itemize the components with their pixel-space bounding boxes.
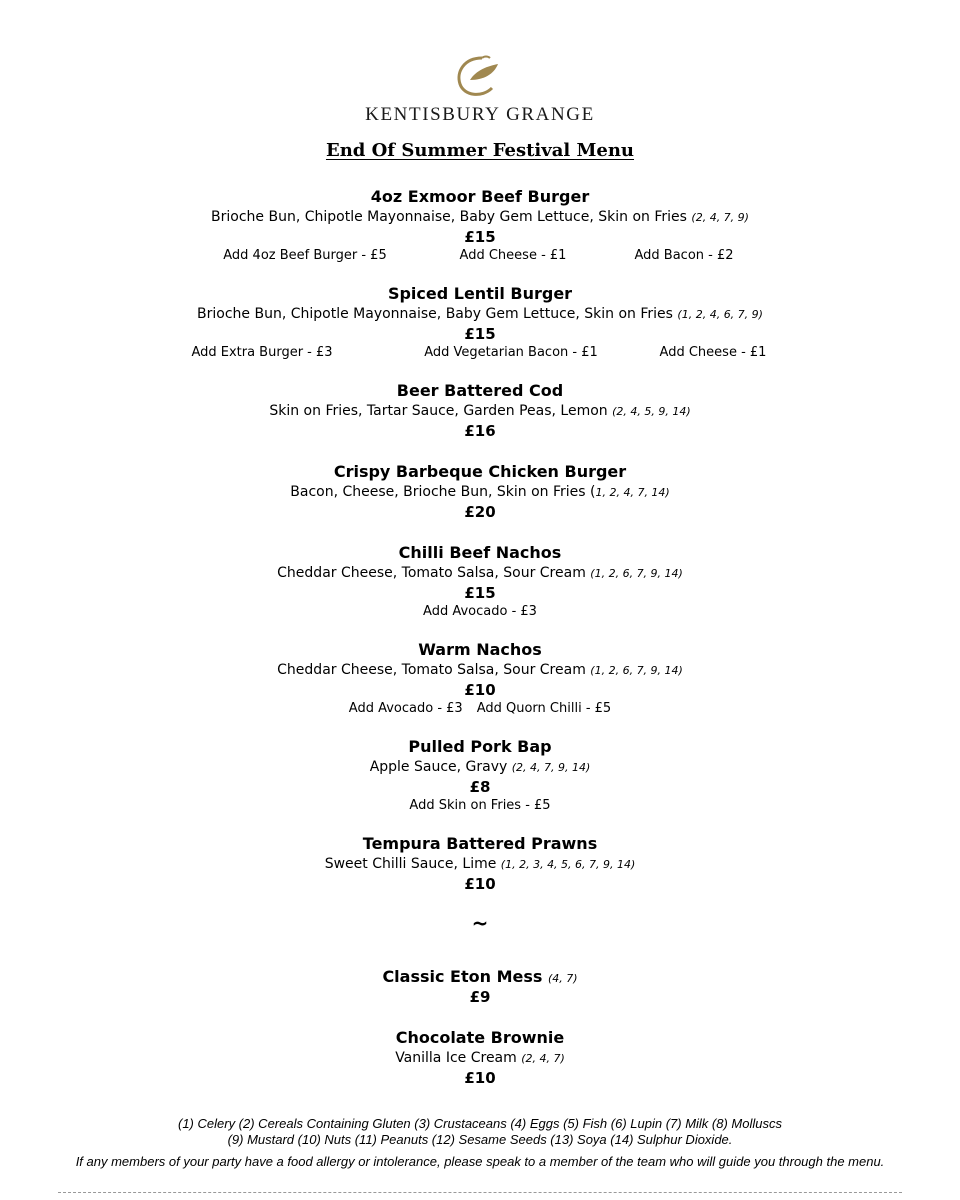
addon-option: Add Cheese - £1: [459, 248, 567, 263]
menu-item: [0, 1028, 960, 1088]
menu-item: [0, 543, 960, 621]
addon-option: Add 4oz Beef Burger - £5: [223, 248, 387, 263]
allergen-codes: (1, 2, 6, 7, 9, 14): [590, 664, 683, 677]
addon-row: [0, 700, 960, 718]
allergen-codes: (2, 4, 5, 9, 14): [612, 405, 691, 418]
dish-price: £20: [464, 503, 496, 521]
dish-price: £15: [464, 325, 496, 343]
addon-row: [0, 797, 960, 815]
logo: [0, 52, 960, 100]
dish-name: Spiced Lentil Burger: [387, 284, 573, 303]
dish-description: [0, 401, 960, 421]
dish-description-text: Brioche Bun, Chipotle Mayonnaise, Baby Gem Lettuce, Skin on Fries: [197, 306, 673, 322]
dish-price: £10: [464, 875, 496, 893]
allergen-codes: (1, 2, 3, 4, 5, 6, 7, 9, 14): [500, 858, 636, 871]
dish-name: Tempura Battered Prawns: [362, 834, 598, 853]
allergen-codes: (4, 7): [547, 972, 578, 985]
dish-description-text: Cheddar Cheese, Tomato Salsa, Sour Cream: [277, 565, 586, 581]
allergen-codes: (2, 4, 7, 9): [691, 211, 749, 224]
dish-description-text: Skin on Fries, Tartar Sauce, Garden Peas, Lemon: [269, 403, 608, 419]
dish-description: [0, 854, 960, 874]
dish-name: Beer Battered Cod: [396, 381, 564, 400]
allergen-codes: (2, 4, 7, 9, 14): [511, 761, 591, 774]
dish-description: [0, 1048, 960, 1068]
dish-description-text: Brioche Bun, Chipotle Mayonnaise, Baby Gem Lettuce, Skin on Fries: [211, 209, 687, 225]
allergen-codes: (2, 4, 7): [521, 1052, 565, 1065]
menu-item: [0, 737, 960, 815]
menu-item: [0, 187, 960, 265]
menu-item: [0, 640, 960, 718]
addon-row: [0, 344, 960, 362]
dish-description-text: Sweet Chilli Sauce, Lime: [324, 856, 497, 872]
dish-name: Chocolate Brownie: [395, 1028, 565, 1047]
addon-row: [0, 247, 960, 265]
dish-description-text: Vanilla Ice Cream: [395, 1050, 517, 1066]
dish-description: [0, 660, 960, 680]
dish-description: [0, 482, 960, 502]
menu-title: End Of Summer Festival Menu: [325, 140, 635, 161]
menu-item: [0, 284, 960, 362]
menu-item: [0, 381, 960, 441]
dish-price: £10: [464, 1069, 496, 1087]
dish-name-line: [0, 967, 960, 987]
addon-option: Add Skin on Fries - £5: [409, 798, 551, 813]
addon-row: [0, 603, 960, 621]
menu-item: [0, 834, 960, 894]
dish-description-text: Cheddar Cheese, Tomato Salsa, Sour Cream: [277, 662, 586, 678]
menu-item: [0, 462, 960, 522]
menu-item: [0, 967, 960, 1007]
dish-price: £8: [469, 778, 491, 796]
dish-description: [0, 304, 960, 324]
addon-option: Add Avocado - £3: [348, 701, 463, 716]
leaf-swirl-icon: [452, 52, 508, 100]
addon-option: Add Quorn Chilli - £5: [476, 701, 612, 716]
dish-name: Pulled Pork Bap: [408, 737, 552, 756]
allergen-codes: 1, 2, 4, 7, 14): [595, 486, 670, 499]
dish-name: Classic Eton Mess: [382, 967, 543, 986]
allergen-key-line-1: (1) Celery (2) Cereals Containing Gluten (3) Crustaceans (4) Eggs (5) Fish (6) Lupin (7) Milk (8) Molluscs: [178, 1116, 782, 1131]
dish-price: £15: [464, 584, 496, 602]
allergen-key-line-2: (9) Mustard (10) Nuts (11) Peanuts (12) Sesame Seeds (13) Soya (14) Sulphur Dioxide.: [227, 1132, 733, 1147]
dish-name: Warm Nachos: [418, 640, 542, 659]
allergen-codes: (1, 2, 6, 7, 9, 14): [590, 567, 683, 580]
dish-price: £9: [469, 988, 491, 1006]
addon-option: Add Extra Burger - £3: [191, 345, 333, 360]
brand-name: KENTISBURY GRANGE: [365, 104, 595, 125]
addon-option: Add Cheese - £1: [659, 345, 767, 360]
dish-name: Chilli Beef Nachos: [398, 543, 562, 562]
dish-description: [0, 757, 960, 777]
dish-price: £16: [464, 422, 496, 440]
allergy-notice: If any members of your party have a food allergy or intolerance, please speak to a member of the team who will guide you through the menu.: [75, 1154, 885, 1169]
allergen-codes: (1, 2, 4, 6, 7, 9): [677, 308, 763, 321]
dish-name: Crispy Barbeque Chicken Burger: [333, 462, 627, 481]
dish-price: £15: [464, 228, 496, 246]
addon-option: Add Avocado - £3: [423, 604, 537, 619]
section-separator: ~: [471, 911, 489, 935]
addon-option: Add Bacon - £2: [634, 248, 734, 263]
dish-description-text: Bacon, Cheese, Brioche Bun, Skin on Fries (: [290, 484, 596, 500]
dish-name: 4oz Exmoor Beef Burger: [370, 187, 590, 206]
dish-description: [0, 563, 960, 583]
addon-option: Add Vegetarian Bacon - £1: [424, 345, 598, 360]
dish-description: [0, 207, 960, 227]
dashed-divider: [58, 1192, 902, 1193]
dish-description-text: Apple Sauce, Gravy: [369, 759, 508, 775]
dish-price: £10: [464, 681, 496, 699]
